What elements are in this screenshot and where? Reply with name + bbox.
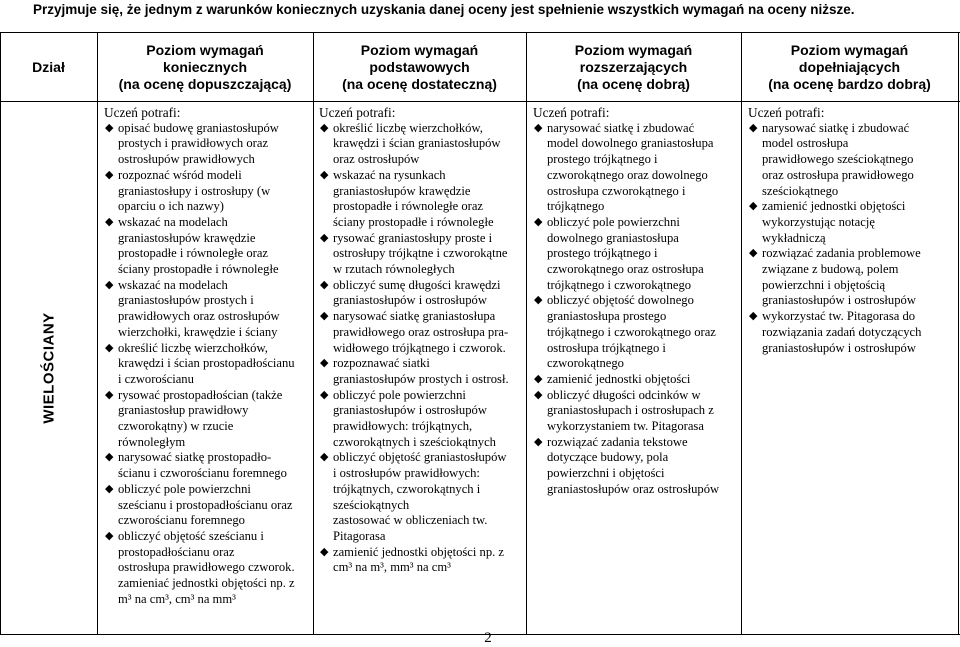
column-dopelniajace — [748, 105, 957, 356]
requirement-line: powierzchni i objętością — [762, 277, 886, 292]
requirement-line: czworokątnego oraz dowolnego — [547, 167, 708, 182]
requirement-line: oparciu o ich nazwy) — [118, 199, 224, 214]
requirement-item — [319, 388, 525, 451]
diamond-bullet-icon: ◆ — [320, 168, 329, 181]
requirement-list — [104, 121, 312, 608]
requirement-line: obliczyć objętość dowolnego — [547, 293, 694, 308]
header-line: podstawowych — [369, 58, 470, 75]
requirement-line: wierzchołki, krawędzie i ściany — [118, 324, 278, 339]
diamond-bullet-icon: ◆ — [105, 482, 114, 495]
requirement-line: trójkątnego — [547, 199, 605, 214]
column-intro: Uczeń potrafi: — [319, 105, 396, 120]
diamond-bullet-icon: ◆ — [749, 200, 758, 213]
header-podstawowe — [313, 33, 526, 101]
requirement-item — [319, 356, 525, 387]
requirement-line: zamienić jednostki objętości — [762, 199, 906, 214]
requirement-line: powierzchni i objętości — [547, 466, 665, 481]
header-rozszerzajace — [526, 33, 741, 101]
column-intro: Uczeń potrafi: — [748, 105, 825, 120]
requirement-line: obliczyć pole powierzchni — [333, 387, 466, 402]
diamond-bullet-icon: ◆ — [320, 121, 329, 134]
requirement-line: krawędzi i ścian prostopadłościanu — [118, 356, 295, 371]
requirements-table — [0, 32, 960, 635]
requirement-line: graniastosłupów krawędzie — [333, 183, 471, 198]
requirement-line: ostrosłupa czworokątnego i — [547, 183, 686, 198]
column-konieczne — [104, 105, 312, 608]
requirement-line: prostego trójkątnego i — [547, 246, 658, 261]
requirement-line: graniastosłupy i ostrosłupy (w — [118, 183, 271, 198]
requirement-line: rysować graniastosłupy proste i — [333, 230, 493, 245]
requirement-item — [319, 309, 525, 356]
requirement-line: graniastosłupów prostych i — [118, 293, 254, 308]
requirement-line: zamieniać jednostki objętości np. z — [118, 576, 295, 591]
header-dopelniajace — [741, 33, 958, 101]
section-title: WIELOŚCIANY — [40, 311, 57, 424]
requirement-line: i ostrosłupów prawidłowych: — [333, 466, 480, 481]
diamond-bullet-icon: ◆ — [105, 451, 114, 464]
requirement-list — [319, 121, 525, 576]
requirement-line: obliczyć długości odcinków w — [547, 387, 701, 402]
requirement-line: związane z budową, polem — [762, 262, 899, 277]
requirement-line: rozwiązania zadań dotyczących — [762, 324, 922, 339]
diamond-bullet-icon: ◆ — [749, 121, 758, 134]
requirement-item — [319, 231, 525, 278]
requirement-line: prostopadłe i równoległe oraz — [333, 199, 484, 214]
requirement-item — [533, 388, 740, 435]
requirement-list — [533, 121, 740, 498]
requirement-line: oraz ostrosłupa prawidłowego — [762, 167, 914, 182]
section-cell — [0, 101, 97, 634]
requirement-line: rozwiązać zadania problemowe — [762, 246, 921, 261]
requirement-line: sześciokątnych — [333, 497, 410, 512]
diamond-bullet-icon: ◆ — [534, 215, 543, 228]
column-intro: Uczeń potrafi: — [533, 105, 610, 120]
requirement-line: czworokątnego — [547, 356, 624, 371]
requirement-line: zamienić jednostki objętości — [547, 371, 691, 386]
header-line: (na ocenę dobrą) — [577, 75, 690, 92]
column-divider — [526, 33, 527, 634]
requirement-line: graniastosłupów prostych i ostrosł. — [333, 371, 509, 386]
requirement-line: rozpoznać wśród modeli — [118, 167, 242, 182]
requirement-line: prawidłowego oraz ostrosłupa pra- — [333, 324, 509, 339]
requirement-item — [533, 215, 740, 294]
requirement-item — [533, 372, 740, 388]
requirement-line: m³ na cm³, cm³ na mm³ — [118, 591, 236, 606]
requirement-line: narysować siatkę i zbudować — [547, 120, 695, 135]
header-line: Poziom wymagań — [146, 41, 264, 58]
requirement-line: zastosować w obliczeniach tw. — [333, 513, 488, 528]
requirement-line: obliczyć objętość sześcianu i — [118, 528, 264, 543]
diamond-bullet-icon: ◆ — [749, 247, 758, 260]
requirement-item — [104, 388, 312, 451]
requirement-line: sześcianu i prostopadłościanu oraz — [118, 497, 293, 512]
requirement-line: zamienić jednostki objętości np. z — [333, 544, 505, 559]
column-intro: Uczeń potrafi: — [104, 105, 181, 120]
requirement-line: oraz ostrosłupów — [333, 152, 420, 167]
header-line: Poziom wymagań — [360, 41, 479, 58]
requirement-line: narysować siatkę prostopadło- — [118, 450, 272, 465]
requirement-line: czworościanu foremnego — [118, 513, 245, 528]
requirement-line: ostrosłupa trójkątnego i — [547, 340, 666, 355]
column-divider — [313, 33, 314, 634]
requirement-item — [748, 199, 957, 246]
requirement-line: wykorzystaniem tw. Pitagorasa — [547, 419, 704, 434]
requirement-line: określić liczbę wierzchołków, — [118, 340, 268, 355]
diamond-bullet-icon: ◆ — [105, 529, 114, 542]
header-dzial-label: Dział — [32, 58, 65, 75]
requirement-item — [104, 121, 312, 168]
diamond-bullet-icon: ◆ — [320, 357, 329, 370]
requirement-line: graniastosłupów i ostrosłupów — [762, 293, 916, 308]
header-line: Poziom wymagań — [574, 41, 693, 58]
requirement-line: obliczyć sumę długości krawędzi — [333, 277, 501, 292]
requirement-line: ostrosłupów prawidłowych — [118, 152, 255, 167]
requirement-line: trójkątnych, czworokątnych i — [333, 481, 481, 496]
diamond-bullet-icon: ◆ — [534, 388, 543, 401]
requirement-line: wykładniczą — [762, 230, 826, 245]
requirement-item — [319, 450, 525, 544]
requirement-line: narysować siatkę graniastosłupa — [333, 309, 496, 324]
requirement-line: prostego trójkątnego i — [547, 152, 658, 167]
diamond-bullet-icon: ◆ — [105, 121, 114, 134]
diamond-bullet-icon: ◆ — [534, 372, 543, 385]
requirement-line: prawidłowego sześciokątnego — [762, 152, 914, 167]
requirement-line: graniastosłupa prostego — [547, 309, 667, 324]
header-line: rozszerzających — [579, 58, 688, 75]
requirement-item — [104, 450, 312, 481]
requirement-line: graniastosłupów i ostrosłupów — [333, 293, 487, 308]
diamond-bullet-icon: ◆ — [320, 231, 329, 244]
requirement-line: trójkątnego i czworokątnego oraz — [547, 324, 716, 339]
header-line: koniecznych — [162, 58, 248, 75]
diamond-bullet-icon: ◆ — [749, 310, 758, 323]
requirement-item — [104, 482, 312, 529]
requirement-line: wskazać na rysunkach — [333, 167, 446, 182]
requirement-line: trójkątnego i czworokątnego — [547, 277, 692, 292]
requirement-line: i czworościanu — [118, 371, 194, 386]
requirement-line: dotyczące budowy, pola — [547, 450, 669, 465]
requirement-line: dowolnego graniastosłupa — [547, 230, 679, 245]
requirement-item — [319, 545, 525, 576]
requirement-item — [104, 278, 312, 341]
column-rozszerzajace — [533, 105, 740, 498]
requirement-line: krawędzi i ścian graniastosłupów — [333, 136, 501, 151]
requirement-line: czworokątnego oraz ostrosłupa — [547, 262, 704, 277]
header-line: (na ocenę dopuszczającą) — [118, 75, 292, 92]
requirement-line: wykorzystując notację — [762, 214, 875, 229]
diamond-bullet-icon: ◆ — [105, 278, 114, 291]
requirement-line: prawidłowych: trójkątnych, — [333, 419, 473, 434]
requirement-line: widłowego trójkątnego i czworok. — [333, 340, 506, 355]
requirement-line: rozwiązać zadania tekstowe — [547, 434, 688, 449]
requirement-item — [748, 309, 957, 356]
diamond-bullet-icon: ◆ — [105, 388, 114, 401]
diamond-bullet-icon: ◆ — [105, 168, 114, 181]
requirement-item — [748, 246, 957, 309]
requirement-line: sześciokątnego — [762, 183, 839, 198]
column-divider — [97, 33, 98, 634]
requirement-line: graniastosłup prawidłowy — [118, 403, 249, 418]
diamond-bullet-icon: ◆ — [320, 278, 329, 291]
requirement-line: narysować siatkę i zbudować — [762, 120, 910, 135]
requirement-line: ostrosłupy trójkątne i czworokątne — [333, 246, 508, 261]
requirement-line: czworokątnych i sześciokątnych — [333, 434, 496, 449]
requirement-item — [104, 215, 312, 278]
requirement-line: w rzutach równoległych — [333, 262, 455, 277]
requirement-item — [104, 341, 312, 388]
requirement-line: opisać budowę graniastosłupów — [118, 120, 279, 135]
header-line: Poziom wymagań — [790, 41, 909, 58]
requirement-line: ścianu i czworościanu foremnego — [118, 466, 287, 481]
requirement-item — [748, 121, 957, 200]
requirement-line: obliczyć pole powierzchni — [547, 214, 680, 229]
requirement-item — [533, 435, 740, 498]
requirement-line: prostych i prawidłowych oraz — [118, 136, 269, 151]
header-konieczne — [97, 33, 313, 101]
column-divider — [741, 33, 742, 634]
requirement-line: model dowolnego graniastosłupa — [547, 136, 714, 151]
diamond-bullet-icon: ◆ — [320, 545, 329, 558]
requirement-line: obliczyć pole powierzchni — [118, 481, 251, 496]
requirement-line: graniastosłupów krawędzie — [118, 230, 256, 245]
requirement-line: ściany prostopadłe i równoległe — [333, 214, 494, 229]
diamond-bullet-icon: ◆ — [105, 215, 114, 228]
diamond-bullet-icon: ◆ — [534, 121, 543, 134]
diamond-bullet-icon: ◆ — [320, 388, 329, 401]
header-dzial — [0, 33, 97, 101]
requirement-line: rozpoznawać siatki — [333, 356, 430, 371]
requirements-note: Przyjmuje się, że jednym z warunków koniecznych uzyskania danej oceny jest spełnienie wszystkich wymagań na oceny niższe. — [33, 2, 855, 17]
header-line: dopełniających — [798, 58, 901, 75]
requirement-line: wykorzystać tw. Pitagorasa do — [762, 309, 916, 324]
requirement-line: wskazać na modelach — [118, 277, 228, 292]
requirement-line: prostopadłe i równoległe oraz — [118, 246, 269, 261]
requirement-line: prawidłowych oraz ostrosłupów — [118, 309, 280, 324]
diamond-bullet-icon: ◆ — [320, 451, 329, 464]
header-divider — [0, 101, 960, 102]
requirement-line: cm³ na m³, mm³ na cm³ — [333, 560, 451, 575]
requirement-item — [533, 293, 740, 372]
requirement-line: obliczyć objętość graniastosłupów — [333, 450, 507, 465]
requirement-item — [104, 529, 312, 608]
requirement-line: czworokątny) w rzucie — [118, 419, 234, 434]
requirement-line: graniastosłupów oraz ostrosłupów — [547, 481, 720, 496]
header-line: (na ocenę bardzo dobrą) — [768, 75, 931, 92]
requirement-line: model ostrosłupa — [762, 136, 849, 151]
requirement-line: rysować prostopadłościan (także — [118, 387, 283, 402]
requirement-item — [533, 121, 740, 215]
table-border-right — [958, 33, 959, 634]
diamond-bullet-icon: ◆ — [534, 435, 543, 448]
requirement-list — [748, 121, 957, 357]
requirement-item — [319, 168, 525, 231]
requirement-line: prostopadłościanu oraz — [118, 544, 235, 559]
requirement-item — [104, 168, 312, 215]
requirement-line: Pitagorasa — [333, 528, 386, 543]
requirement-line: wskazać na modelach — [118, 214, 228, 229]
diamond-bullet-icon: ◆ — [534, 294, 543, 307]
requirement-line: graniastosłupów i ostrosłupów — [762, 340, 916, 355]
requirement-line: równoległym — [118, 434, 186, 449]
requirement-line: określić liczbę wierzchołków, — [333, 120, 483, 135]
requirement-line: graniastosłupów i ostrosłupów — [333, 403, 487, 418]
diamond-bullet-icon: ◆ — [320, 310, 329, 323]
requirement-line: graniastosłupach i ostrosłupach z — [547, 403, 714, 418]
requirement-item — [319, 278, 525, 309]
column-podstawowe — [319, 105, 525, 576]
requirement-line: ściany prostopadłe i równoległe — [118, 262, 279, 277]
page-number: 2 — [484, 630, 492, 646]
requirement-item — [319, 121, 525, 168]
diamond-bullet-icon: ◆ — [105, 341, 114, 354]
requirement-line: ostrosłupa prawidłowego czworok. — [118, 560, 295, 575]
header-line: (na ocenę dostateczną) — [342, 75, 497, 92]
